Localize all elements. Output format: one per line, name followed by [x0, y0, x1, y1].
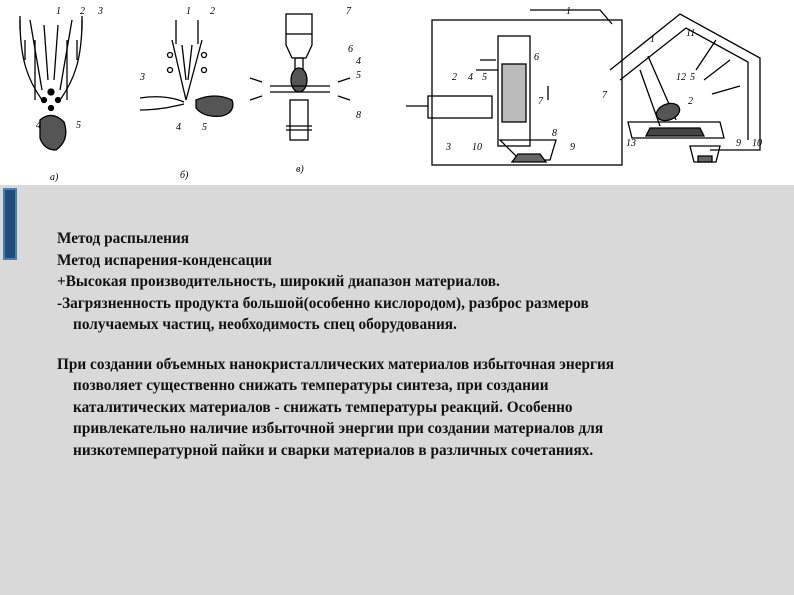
- panel-e-label: 13: [626, 138, 636, 149]
- panel-c-label: 7: [346, 6, 351, 17]
- panel-a-label: 3: [98, 6, 103, 17]
- panel-d-label: 4: [468, 72, 473, 83]
- panel-b-caption: б): [180, 170, 189, 181]
- slide-text-block: [57, 228, 757, 461]
- panel-d-label: 8: [552, 128, 557, 139]
- panel-b-label: 4: [176, 122, 181, 133]
- panel-a-label: 4: [36, 120, 41, 131]
- panel-b-label: 5: [202, 122, 207, 133]
- panel-b-label: 1: [186, 6, 191, 17]
- panel-d-label: 5: [482, 72, 487, 83]
- panel-a-label: 2: [80, 6, 85, 17]
- panel-e-label: 11: [686, 28, 696, 39]
- panel-e-label: 2: [688, 96, 693, 107]
- apparatus-schematic-figure: [0, 0, 794, 185]
- text-line: низкотемпературной пайки и сварки материалов в различных сочетаниях.: [73, 441, 594, 459]
- panel-d-label: 3: [446, 142, 451, 153]
- text-line: каталитических материалов - снижать температуры реакций. Особенно: [73, 398, 573, 416]
- panel-d-label: 6: [534, 52, 539, 63]
- panel-c-caption: в): [296, 164, 304, 175]
- text-line: привлекательно наличие избыточной энергии при создании материалов для: [73, 420, 604, 437]
- panel-e-label: 5: [690, 72, 695, 83]
- slide-accent-bar: [3, 188, 17, 260]
- text-line: Метод распыления: [57, 230, 190, 247]
- panel-b-label: 2: [210, 6, 215, 17]
- panel-d-label: 9: [570, 142, 575, 153]
- panel-c-label: 6: [348, 44, 353, 55]
- text-line: -Загрязненность продукта большой(особенно кислородом), разброс размеров: [57, 294, 589, 312]
- text-line: получаемых частиц, необходимость спец оборудования.: [73, 316, 457, 333]
- panel-a-caption: а): [50, 172, 59, 183]
- panel-d-diagram: [406, 10, 622, 165]
- text-line: При создании объемных нанокристаллических материалов избыточная энергия: [57, 355, 615, 373]
- schematic-drawing: [0, 0, 794, 185]
- panel-e-label: 10: [752, 138, 762, 149]
- panel-e-label: 1: [650, 34, 655, 45]
- panel-c-label: 4: [356, 56, 361, 67]
- panel-c-diagram: [250, 14, 350, 140]
- panel-d-label: 1: [566, 6, 571, 17]
- panel-c-label: 5: [356, 70, 361, 81]
- panel-e-label: 7: [602, 90, 607, 101]
- paragraph-gap: [57, 336, 757, 354]
- panel-c-label: 8: [356, 110, 361, 121]
- panel-e-label: 9: [736, 138, 741, 149]
- panel-a-diagram: [20, 16, 82, 150]
- panel-a-label: 1: [56, 6, 61, 17]
- panel-d-label: 10: [472, 142, 482, 153]
- panel-b-label: 3: [140, 72, 145, 83]
- panel-b-diagram: [140, 20, 233, 116]
- panel-e-label: 12: [676, 72, 686, 83]
- text-line: позволяет существенно снижать температуры синтеза, при создании: [73, 377, 549, 394]
- text-line: +Высокая производительность, широкий диапазон материалов.: [57, 273, 500, 290]
- panel-d-label: 7: [538, 96, 543, 107]
- panel-a-label: 5: [76, 120, 81, 131]
- text-line: Метод испарения-конденсации: [57, 251, 272, 269]
- panel-d-label: 2: [452, 72, 457, 83]
